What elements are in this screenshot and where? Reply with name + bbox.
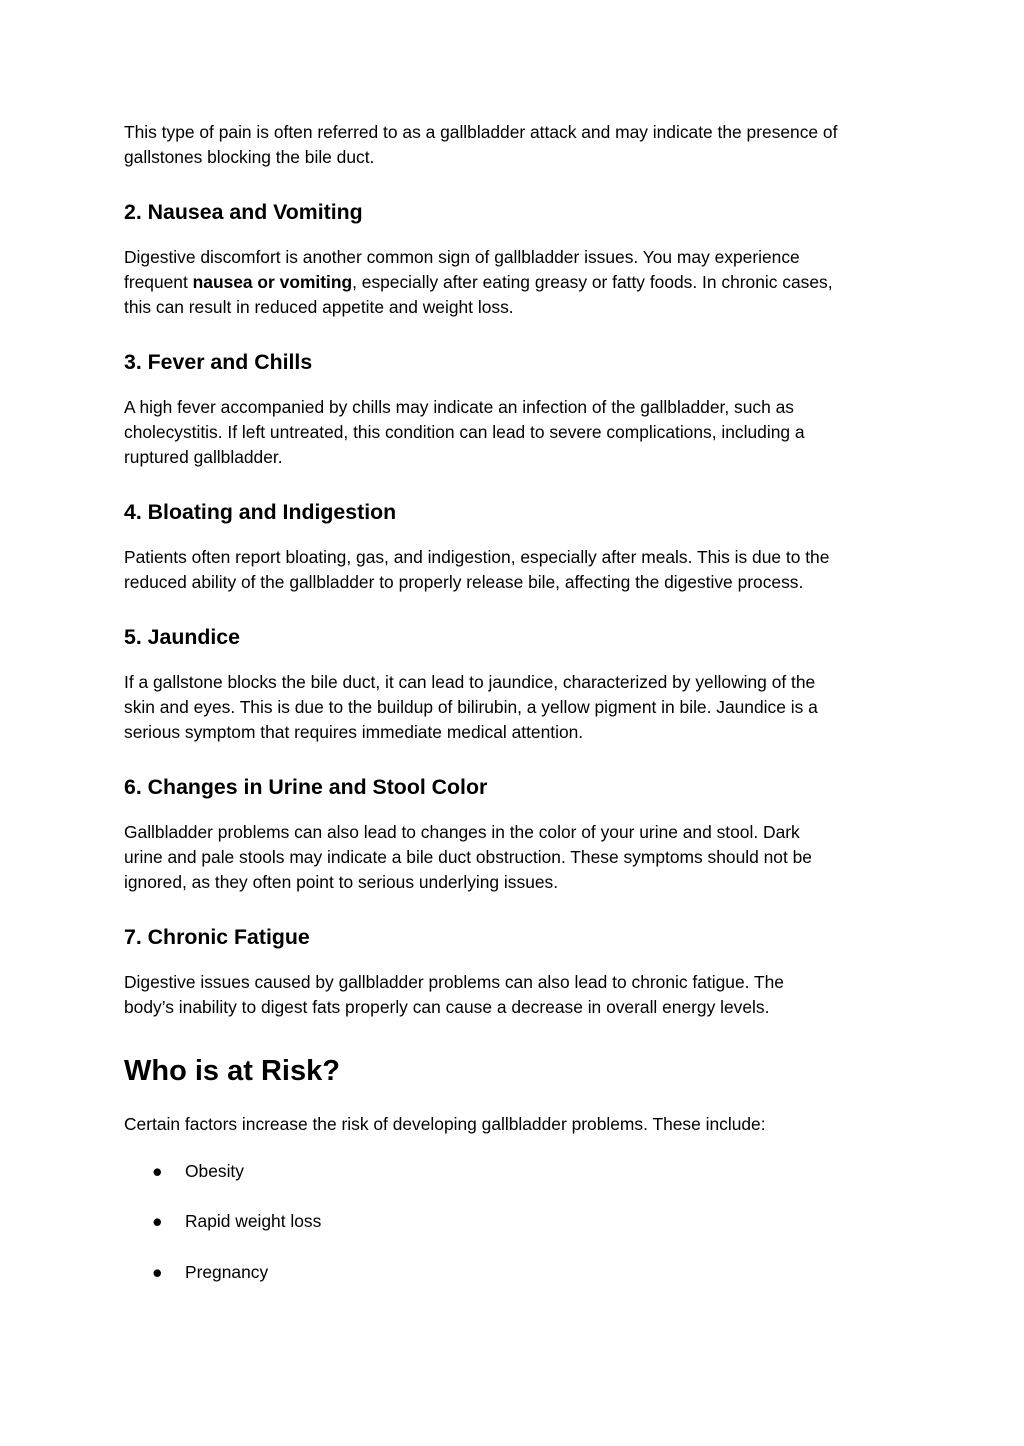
risk-intro: Certain factors increase the risk of developing gallbladder problems. These include: <box>124 1114 766 1134</box>
text-line: If a gallstone blocks the bile duct, it can lead to jaundice, characterized by yellowing of the <box>124 672 816 692</box>
text-line: gallstones blocking the bile duct. <box>124 147 375 167</box>
section-heading-jaundice: 5. Jaundice <box>124 625 240 649</box>
bullet-icon: ● <box>152 1161 163 1181</box>
section-heading-bloating: 4. Bloating and Indigestion <box>124 500 397 524</box>
section-paragraph-nausea <box>124 245 904 320</box>
text-line: body’s inability to digest fats properly can cause a decrease in overall energy levels. <box>124 997 770 1017</box>
list-item-label: Pregnancy <box>185 1262 269 1282</box>
bold-phrase: nausea or vomiting <box>192 272 353 292</box>
section-paragraph-fatigue <box>124 970 904 1020</box>
text-fragment: , especially after eating greasy or fatty foods. In chronic cases, <box>352 272 833 292</box>
section-heading-fatigue: 7. Chronic Fatigue <box>124 925 310 949</box>
text-line <box>124 270 904 295</box>
text-line: urine and pale stools may indicate a bile duct obstruction. These symptoms should not be <box>124 847 812 867</box>
intro-paragraph <box>124 120 904 170</box>
list-item-label: Rapid weight loss <box>185 1211 322 1231</box>
text-line: Gallbladder problems can also lead to changes in the color of your urine and stool. Dark <box>124 822 800 842</box>
bullet-icon: ● <box>152 1211 163 1231</box>
list-item-label: Obesity <box>185 1161 244 1181</box>
section-paragraph-fever <box>124 395 904 470</box>
text-fragment: frequent <box>124 272 193 292</box>
text-line: ignored, as they often point to serious underlying issues. <box>124 872 559 892</box>
text-line: This type of pain is often referred to as a gallbladder attack and may indicate the presence of <box>124 122 838 142</box>
list-item <box>152 1209 321 1234</box>
text-line: cholecystitis. If left untreated, this condition can lead to severe complications, including a <box>124 422 805 442</box>
section-paragraph-bloating <box>124 545 904 595</box>
text-line: skin and eyes. This is due to the buildup of bilirubin, a yellow pigment in bile. Jaundice is a <box>124 697 818 717</box>
bullet-icon: ● <box>152 1262 163 1282</box>
text-line: this can result in reduced appetite and weight loss. <box>124 297 514 317</box>
section-paragraph-urine-stool <box>124 820 904 895</box>
text-line: Digestive issues caused by gallbladder problems can also lead to chronic fatigue. The <box>124 972 784 992</box>
list-item <box>152 1260 268 1285</box>
text-line: Digestive discomfort is another common sign of gallbladder issues. You may experience <box>124 247 800 267</box>
section-paragraph-jaundice <box>124 670 904 745</box>
risk-heading: Who is at Risk? <box>124 1055 340 1087</box>
list-item <box>152 1159 244 1184</box>
section-heading-nausea: 2. Nausea and Vomiting <box>124 200 363 224</box>
text-line: Patients often report bloating, gas, and indigestion, especially after meals. This is due to the <box>124 547 830 567</box>
text-line: ruptured gallbladder. <box>124 447 283 467</box>
text-line: reduced ability of the gallbladder to properly release bile, affecting the digestive process. <box>124 572 804 592</box>
text-line: A high fever accompanied by chills may indicate an infection of the gallbladder, such as <box>124 397 794 417</box>
section-heading-urine-stool: 6. Changes in Urine and Stool Color <box>124 775 488 799</box>
text-line: serious symptom that requires immediate medical attention. <box>124 722 584 742</box>
section-heading-fever: 3. Fever and Chills <box>124 350 313 374</box>
